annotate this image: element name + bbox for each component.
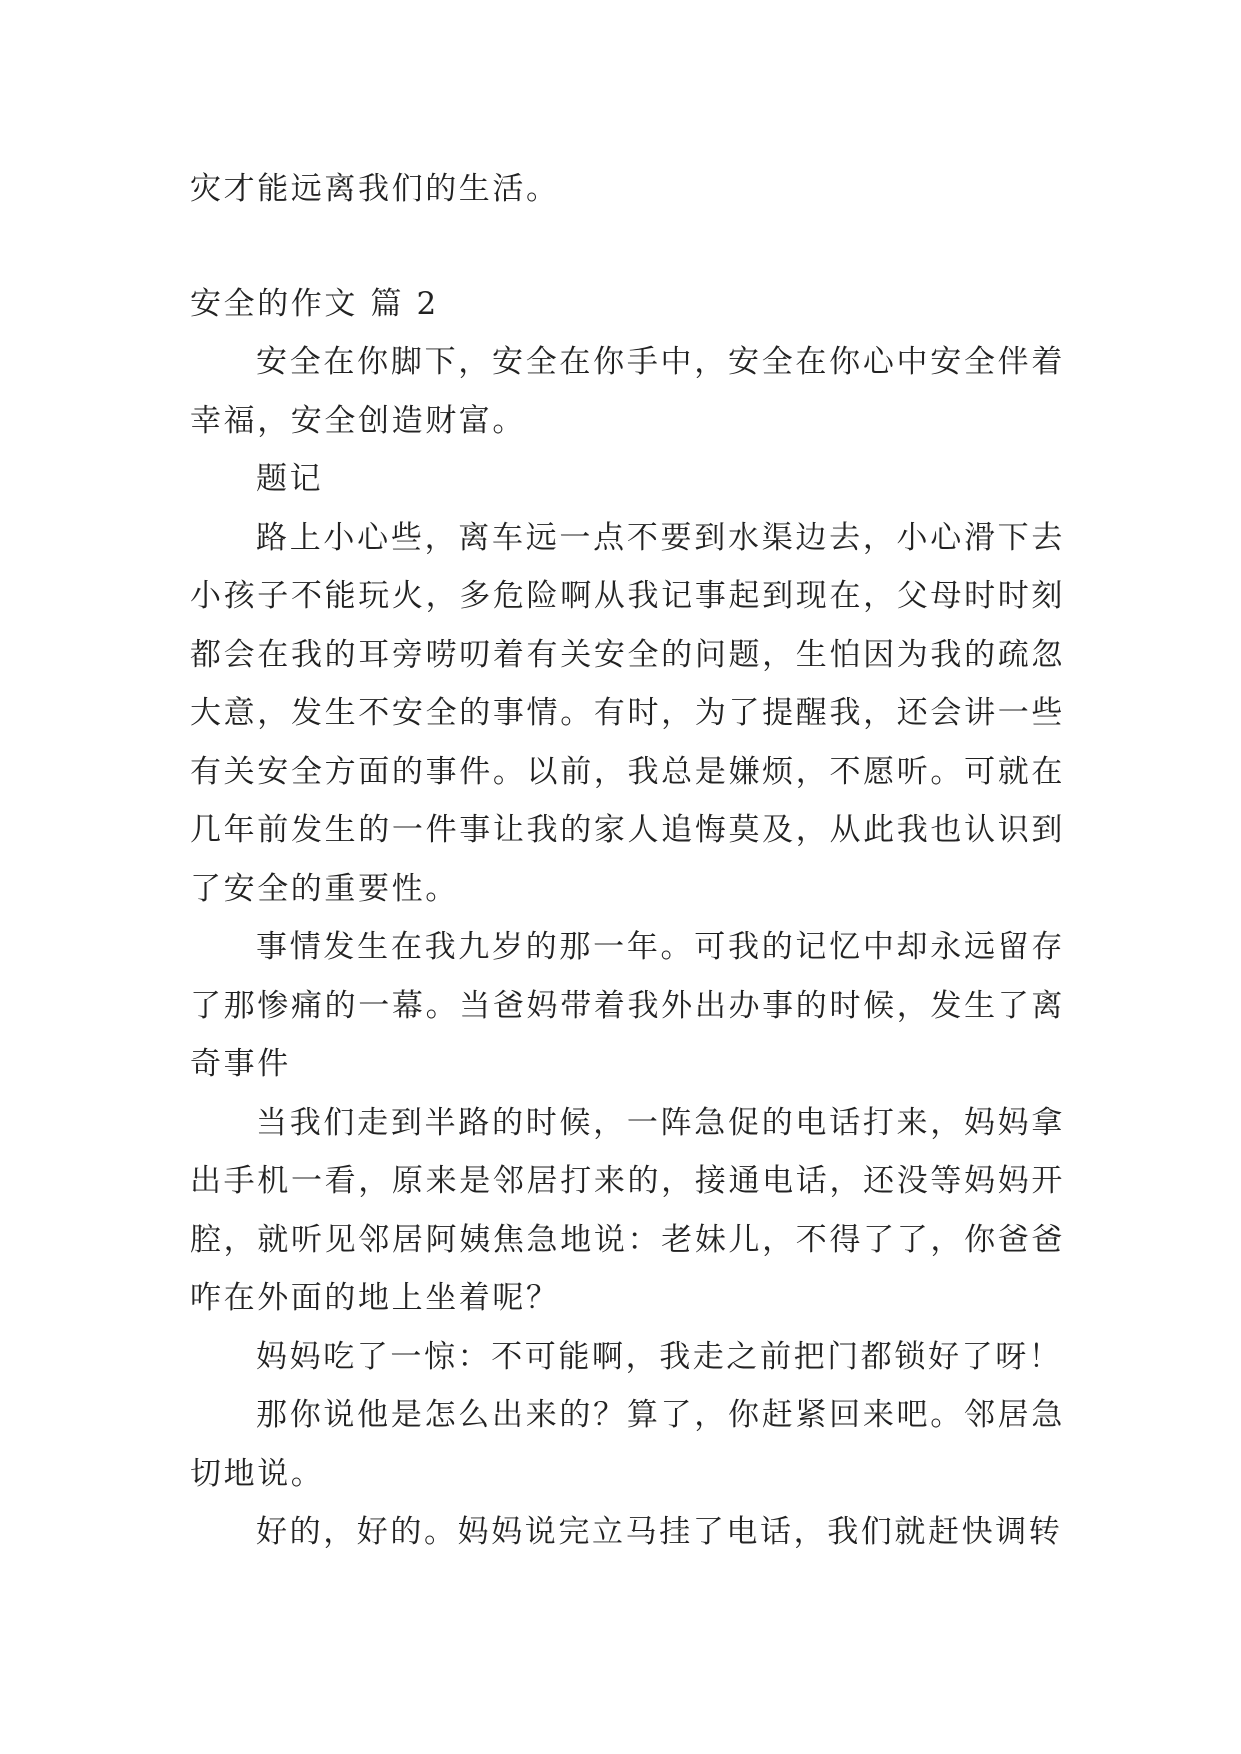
document-body <box>190 160 1065 1562</box>
paragraph: 事情发生在我九岁的那一年。可我的记忆中却永远留存了那惨痛的一幕。当爸妈带着我外出办事的时候，发生了离奇事件 <box>190 929 1065 1082</box>
paragraph: 妈妈吃了一惊：不可能啊，我走之前把门都锁好了呀！ <box>256 1338 1063 1375</box>
paragraph: 安全在你脚下，安全在你手中，安全在你心中安全伴着幸福，安全创造财富。 <box>190 344 1065 439</box>
section-gap <box>190 219 1065 275</box>
paragraph: 当我们走到半路的时候，一阵急促的电话打来，妈妈拿出手机一看，原来是邻居打来的，接通电话，还没等妈妈开腔，就听见邻居阿姨焦急地说：老妹儿，不得了了，你爸爸咋在外面的地上坐着呢？ <box>190 1104 1065 1316</box>
paragraph: 那你说他是怎么出来的？算了，你赶紧回来吧。邻居急切地说。 <box>190 1397 1065 1492</box>
paragraph: 好的，好的。妈妈说完立马挂了电话，我们就赶快调转 <box>256 1514 1063 1550</box>
section-title: 安全的作文 篇 2 <box>190 285 439 322</box>
lead-paragraph-fragment: 灾才能远离我们的生活。 <box>190 171 560 207</box>
paragraph: 路上小心些，离车远一点不要到水渠边去，小心滑下去小孩子不能玩火，多危险啊从我记事起到现在，父母时时刻都会在我的耳旁唠叨着有关安全的问题，生怕因为我的疏忽大意，发生不安全的事情。有时，为了提醒我，还会讲一些有关安全方面的事件。以前，我总是嫌烦，不愿听。可就在几年前发生的一件事让我的家人追悔莫及，从此我也认识到了安全的重要性。 <box>190 519 1065 907</box>
paragraph: 题记 <box>256 461 324 497</box>
